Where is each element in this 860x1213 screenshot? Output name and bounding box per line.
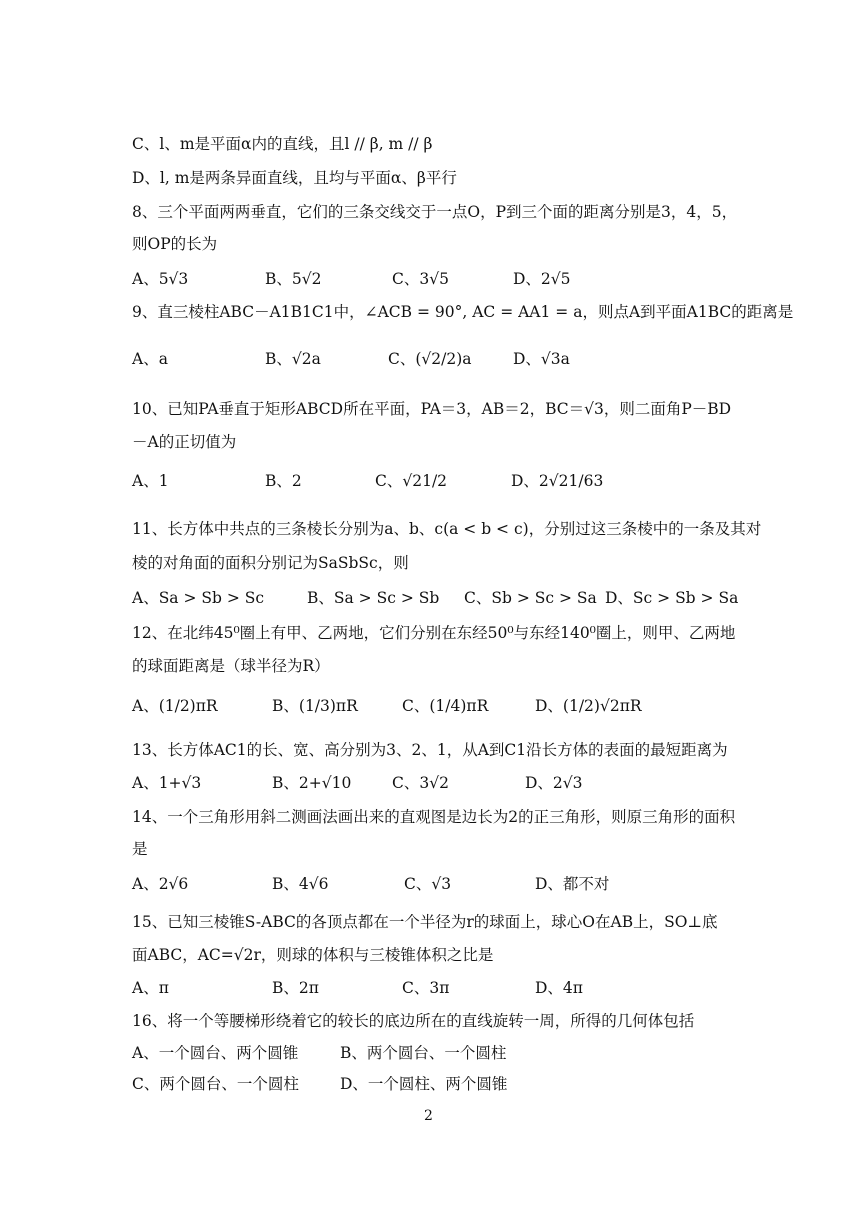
q9-stem: 9、直三棱柱ABC－A1B1C1中，∠ACB = 90°, AC = AA1 = a，则点A到平面A1BC的距离是: [132, 303, 794, 321]
q12-option-a: A、(1/2)πR: [132, 697, 218, 715]
q9-option-a: A、a: [132, 350, 168, 368]
q16-option-b: B、两个圆台、一个圆柱: [340, 1044, 507, 1062]
q15-option-d: D、4π: [535, 979, 583, 997]
q14-stem-line1: 14、一个三角形用斜二测画法画出来的直观图是边长为2的正三角形，则原三角形的面积: [132, 808, 736, 826]
q15-stem-line1: 15、已知三棱锥S-ABC的各顶点都在一个半径为r的球面上，球心O在AB上，SO⊥底: [132, 913, 718, 931]
q16-option-a: A、一个圆台、两个圆锥: [132, 1044, 299, 1062]
q9-option-c: C、(√2/2)a: [388, 350, 472, 368]
q8-stem-line2: 则OP的长为: [132, 235, 218, 253]
q10-stem-line2: －A的正切值为: [132, 433, 237, 451]
q12-option-d: D、(1/2)√2πR: [535, 697, 642, 715]
q13-option-c: C、3√2: [392, 774, 449, 792]
q7-option-d: D、l, m是两条异面直线，且均与平面α、β平行: [132, 169, 457, 187]
q7-option-c: C、l、m是平面α内的直线，且l // β, m // β: [132, 135, 433, 153]
q10-option-d: D、2√21/63: [511, 472, 604, 490]
q11-stem-line1: 11、长方体中共点的三条棱长分别为a、b、c(a < b < c)，分别过这三条棱中的一条及其对: [132, 520, 762, 538]
q8-option-d: D、2√5: [513, 270, 571, 288]
q13-option-d: D、2√3: [525, 774, 583, 792]
q11-stem-line2: 棱的对角面的面积分别记为SaSbSc，则: [132, 554, 409, 572]
q13-stem: 13、长方体AC1的长、宽、高分别为3、2、1，从A到C1沿长方体的表面的最短距离为: [132, 741, 728, 759]
q14-option-d: D、都不对: [535, 875, 610, 893]
q15-option-c: C、3π: [402, 979, 450, 997]
q11-option-d: D、Sc > Sb > Sa: [605, 589, 739, 607]
q14-option-c: C、√3: [404, 875, 452, 893]
q15-stem-line2: 面ABC，AC=√2r，则球的体积与三棱锥体积之比是: [132, 946, 494, 964]
q16-stem: 16、将一个等腰梯形绕着它的较长的底边所在的直线旋转一周，所得的几何体包括: [132, 1012, 695, 1030]
q11-option-b: B、Sa > Sc > Sb: [307, 589, 440, 607]
q10-stem-line1: 10、已知PA垂直于矩形ABCD所在平面，PA＝3，AB＝2，BC＝√3，则二面角P－BD: [132, 400, 732, 418]
q12-stem-line2: 的球面距离是（球半径为R）: [132, 657, 330, 675]
q14-option-b: B、4√6: [272, 875, 329, 893]
q13-option-a: A、1+√3: [132, 774, 202, 792]
q8-option-b: B、5√2: [265, 270, 322, 288]
q10-option-a: A、1: [132, 472, 169, 490]
q14-stem-line2: 是: [132, 840, 148, 858]
q10-option-c: C、√21/2: [375, 472, 448, 490]
q15-option-a: A、π: [132, 979, 169, 997]
q11-option-c: C、Sb > Sc > Sa: [464, 589, 597, 607]
q10-option-b: B、2: [265, 472, 302, 490]
page-number: 2: [424, 1108, 433, 1124]
q9-option-b: B、√2a: [265, 350, 321, 368]
q14-option-a: A、2√6: [132, 875, 189, 893]
q9-option-d: D、√3a: [513, 350, 570, 368]
q12-option-b: B、(1/3)πR: [272, 697, 358, 715]
q12-option-c: C、(1/4)πR: [402, 697, 489, 715]
q16-option-c: C、两个圆台、一个圆柱: [132, 1075, 299, 1093]
q15-option-b: B、2π: [272, 979, 319, 997]
q8-stem-line1: 8、三个平面两两垂直，它们的三条交线交于一点O，P到三个面的距离分别是3，4，5，: [132, 203, 738, 221]
q8-option-c: C、3√5: [392, 270, 449, 288]
q16-option-d: D、一个圆柱、两个圆锥: [340, 1075, 508, 1093]
q11-option-a: A、Sa > Sb > Sc: [132, 589, 265, 607]
q12-stem-line1: 12、在北纬45⁰圈上有甲、乙两地，它们分别在东经50⁰与东经140⁰圈上，则甲、乙两地: [132, 624, 736, 642]
q8-option-a: A、5√3: [132, 270, 189, 288]
q13-option-b: B、2+√10: [272, 774, 352, 792]
